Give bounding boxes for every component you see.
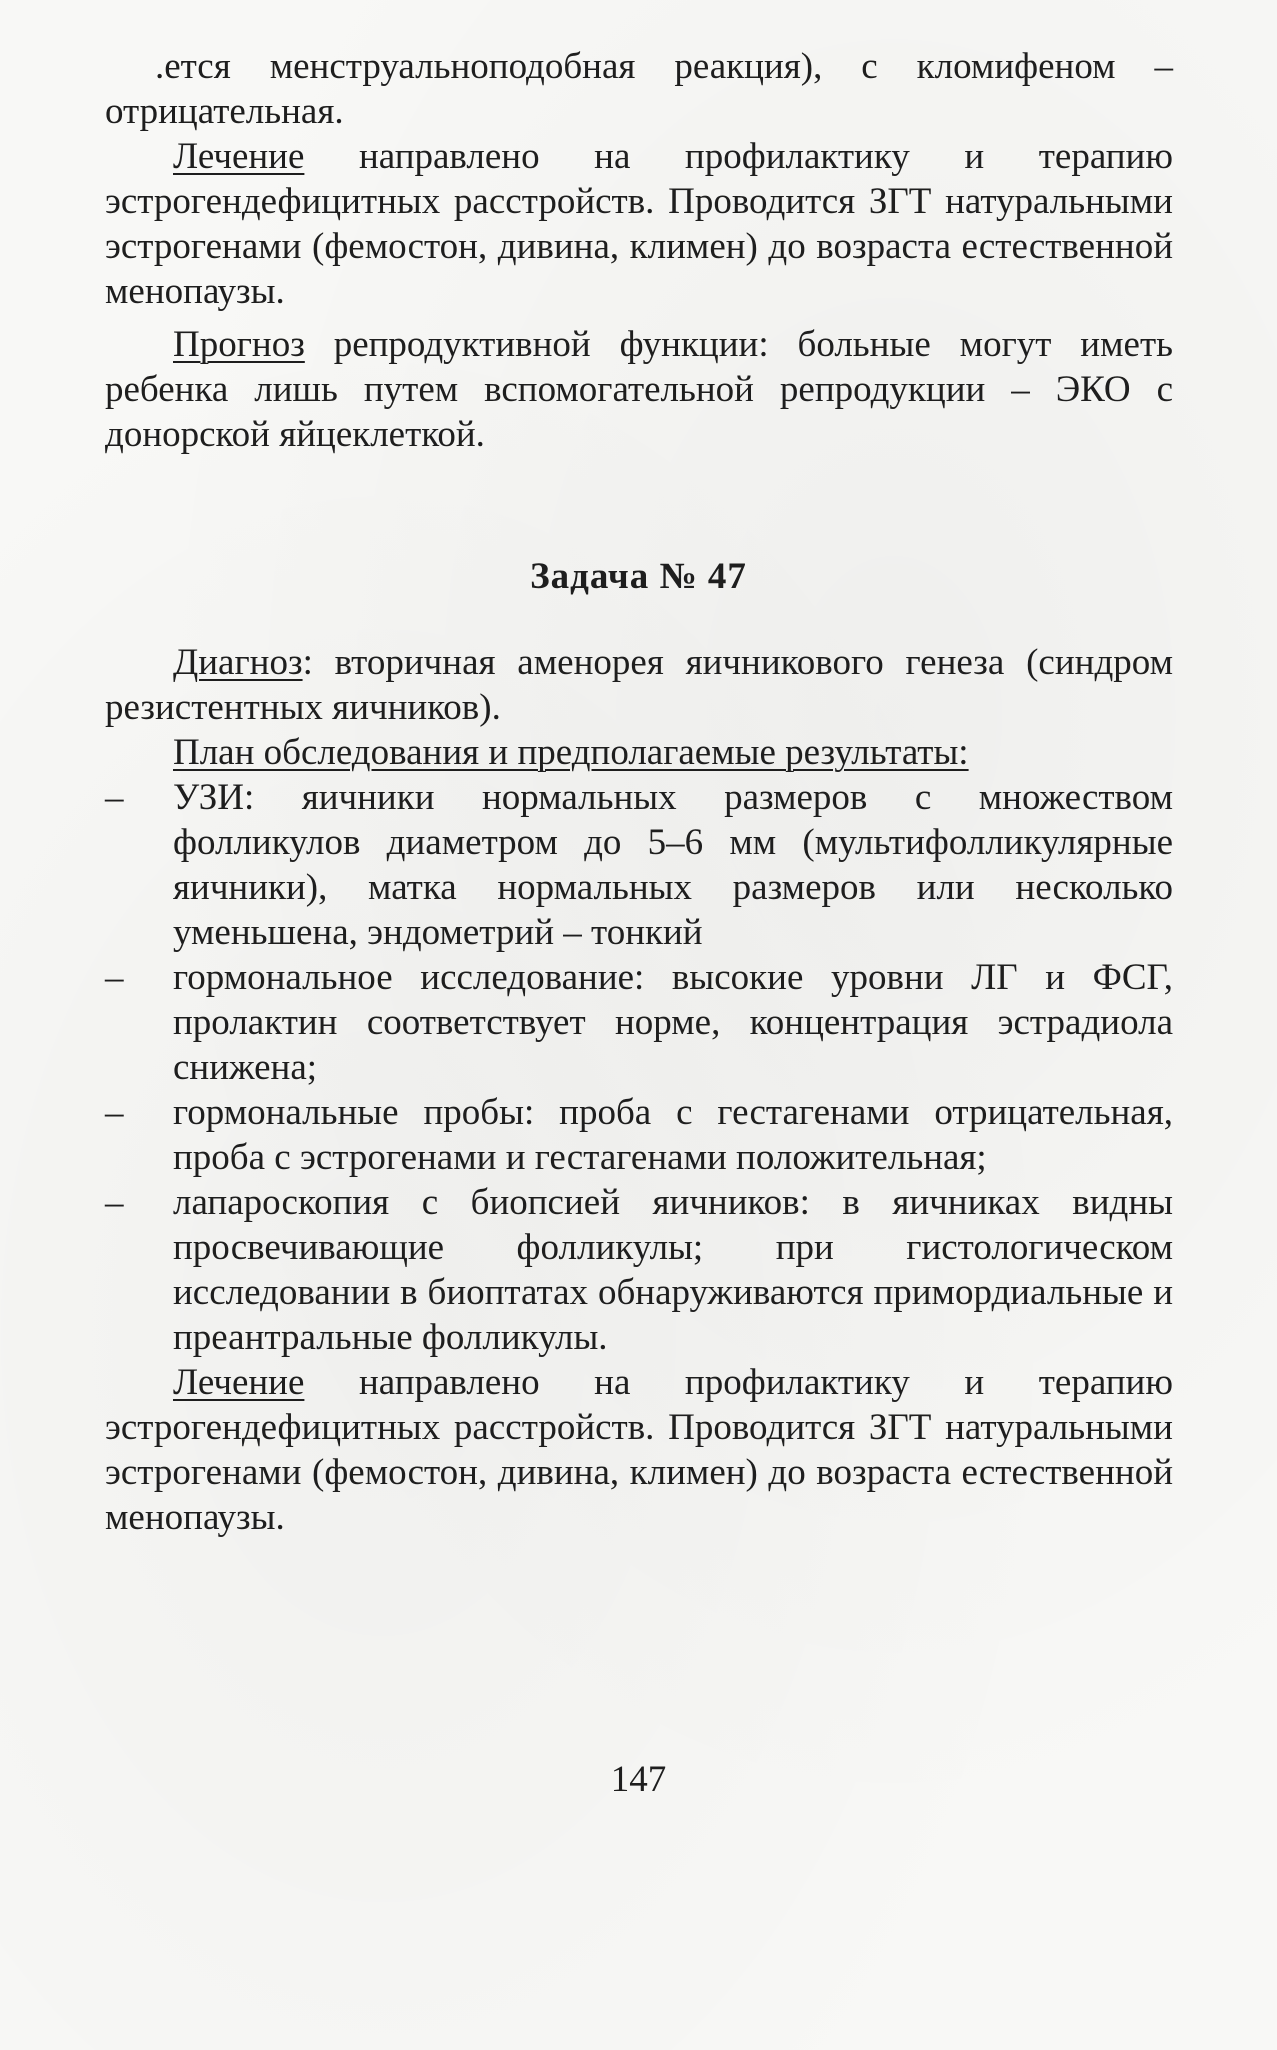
list-item-hormonal-study: [105, 955, 1173, 1090]
top-text-block: [105, 44, 1173, 457]
treatment-label: Лечение: [173, 136, 305, 177]
plan-paragraph: [105, 730, 1173, 775]
examination-list: [105, 775, 1173, 1360]
list-dash: –: [105, 957, 124, 998]
plan-label: План обследования и предполагаемые результаты:: [173, 732, 969, 773]
continuation-text: .ется менструальноподобная реакция), с кломифеном – отрицательная.: [105, 46, 1173, 132]
page-number: 147: [610, 1759, 667, 1800]
list-item-ultrasound: [105, 775, 1173, 955]
prognosis-label: Прогноз: [173, 324, 305, 365]
list-dash: –: [105, 1092, 124, 1133]
task-text-block: [105, 640, 1173, 1540]
list-item-text: УЗИ: яичники нормальных размеров с множеством фолликулов диаметром до 5–6 мм (мультифолликулярные яичники), матка нормальных размеров или несколько уменьшена, эндометрий – тонкий: [173, 777, 1173, 953]
task-treatment-label: Лечение: [173, 1362, 305, 1403]
task-treatment-paragraph: [105, 1360, 1173, 1540]
list-item-text: гормональные пробы: проба с гестагенами отрицательная, проба с эстрогенами и гестагенами положительная;: [173, 1092, 1173, 1178]
continuation-paragraph: [105, 44, 1173, 134]
treatment-text: направлено на профилактику и терапию эстрогендефицитных расстройств. Проводится ЗГТ натуральными эстрогенами (фемостон, дивина, климен) до возраста естественной менопаузы.: [105, 136, 1173, 312]
task-treatment-text: направлено на профилактику и терапию эстрогендефицитных расстройств. Проводится ЗГТ натуральными эстрогенами (фемостон, дивина, климен) до возраста естественной менопаузы.: [105, 1362, 1173, 1538]
list-dash: –: [105, 1182, 124, 1223]
prognosis-paragraph: [105, 322, 1173, 457]
list-item-text: лапароскопия с биопсией яичников: в яичниках видны просвечивающие фолликулы; при гистологическом исследовании в биоптатах обнаруживаются примордиальные и преантральные фолликулы.: [173, 1182, 1173, 1358]
diagnosis-text: : вторичная аменорея яичникового генеза (синдром резистентных яичников).: [105, 642, 1173, 728]
list-item-text: гормональное исследование: высокие уровни ЛГ и ФСГ, пролактин соответствует норме, концентрация эстрадиола снижена;: [173, 957, 1173, 1088]
list-dash: –: [105, 777, 124, 818]
diagnosis-paragraph: [105, 640, 1173, 730]
list-item-hormonal-tests: [105, 1090, 1173, 1180]
treatment-paragraph: [105, 134, 1173, 314]
task-heading: Задача № 47: [530, 556, 747, 597]
diagnosis-label: Диагноз: [173, 642, 303, 683]
list-item-laparoscopy: [105, 1180, 1173, 1360]
prognosis-text: репродуктивной функции: больные могут иметь ребенка лишь путем вспомогательной репродукции – ЭКО с донорской яйцеклеткой.: [105, 324, 1173, 455]
